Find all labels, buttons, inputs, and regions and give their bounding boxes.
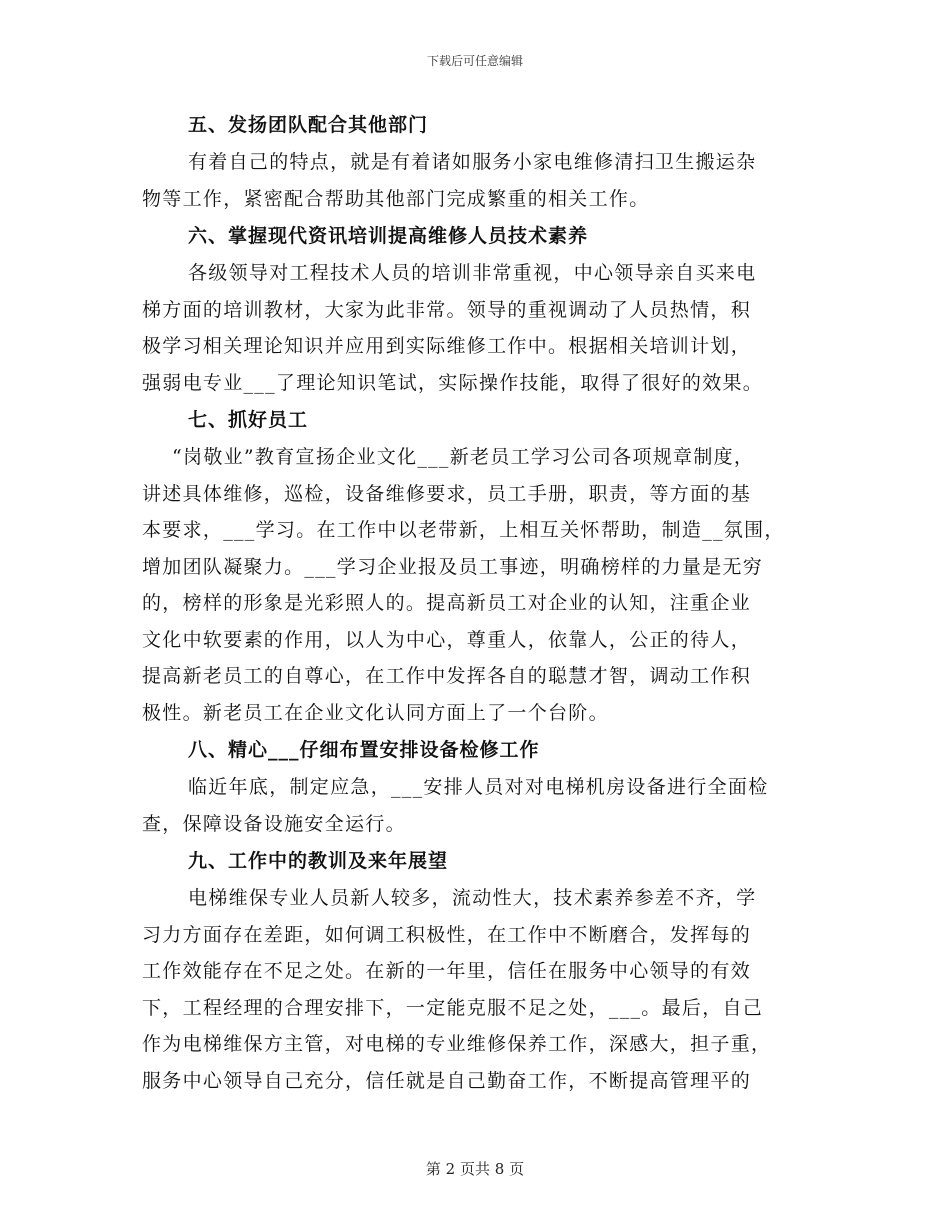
paragraph-line: 各级领导对工程技术人员的培训非常重视，中心领导亲自买来电 — [188, 262, 757, 284]
paragraph-line: 工作效能存在不足之处。在新的一年里，信任在服务中心领导的有效 — [142, 960, 752, 982]
page-header: 下载后可任意编辑 — [426, 54, 523, 68]
paragraph-line: 梯方面的培训教材，大家为此非常。领导的重视调动了人员热情，积 — [142, 298, 752, 321]
paragraph-line: 增加团队凝聚力。___学习企业报及员工事迹，明确榜样的力量是无穷 — [142, 555, 764, 578]
page-footer: 第 2 页共 8 页 — [425, 1160, 525, 1178]
paragraph-line: 讲述具体维修，巡检，设备维修要求，员工手册，职责，等方面的基 — [142, 482, 752, 505]
paragraph-line: 本要求，___学习。在工作中以老带新，上相互关怀帮助，制造__氛围， — [142, 519, 785, 541]
paragraph-line: 下，工程经理的合理安排下，一定能克服不足之处，___。最后，自己 — [142, 996, 764, 1019]
paragraph-line: 提高新老员工的自尊心，在工作中发挥各自的聪慧才智，调动工作积 — [142, 665, 752, 687]
paragraph-line: 物等工作，紧密配合帮助其他部门完成繁重的相关工作。 — [142, 187, 650, 210]
section-heading: 七、抓好员工 — [188, 409, 309, 431]
paragraph-line: 临近年底，制定应急，___安排人员对对电梯机房设备进行全面检 — [188, 776, 769, 798]
paragraph-line: 服务中心领导自己充分，信任就是自己勤奋工作，不断提高管理平的 — [142, 1069, 752, 1092]
section-heading: 五、发扬团队配合其他部门 — [188, 114, 429, 136]
paragraph-line: 强弱电专业___了理论知识笔试，实际操作技能，取得了很好的效果。 — [142, 371, 764, 394]
paragraph-line: 文化中软要素的作用，以人为中心，尊重人，依靠人，公正的待人， — [142, 628, 752, 651]
paragraph-line: 作为电梯维保方主管，对电梯的专业维修保养工作，深感大，担子重， — [142, 1033, 772, 1055]
section-heading: 六、掌握现代资讯培训提高维修人员技术素养 — [188, 225, 589, 247]
paragraph-line: 查，保障设备设施安全运行。 — [142, 812, 406, 835]
paragraph-line: 极性。新老员工在企业文化认同方面上了一个台阶。 — [142, 701, 609, 724]
paragraph-line: 的，榜样的形象是光彩照人的。提高新员工对企业的认知，注重企业 — [142, 592, 752, 614]
paragraph-line: “岗敬业”教育宣扬企业文化___新老员工学习公司各项规章制度， — [172, 446, 755, 468]
section-heading: 八、精心___仔细布置安排设备检修工作 — [188, 739, 540, 761]
section-heading: 九、工作中的教训及来年展望 — [188, 850, 449, 872]
paragraph-line: 极学习相关理论知识并应用到实际维修工作中。根据相关培训计划， — [142, 335, 752, 357]
paragraph-line: 电梯维保专业人员新人较多，流动性大，技术素养参差不齐，学 — [188, 887, 757, 909]
paragraph-line: 习力方面存在差距，如何调工积极性，在工作中不断磨合，发挥每的 — [142, 923, 752, 946]
paragraph-line: 有着自己的特点，就是有着诸如服务小家电维修清扫卫生搬运杂 — [188, 151, 757, 173]
document-body — [142, 106, 812, 1099]
